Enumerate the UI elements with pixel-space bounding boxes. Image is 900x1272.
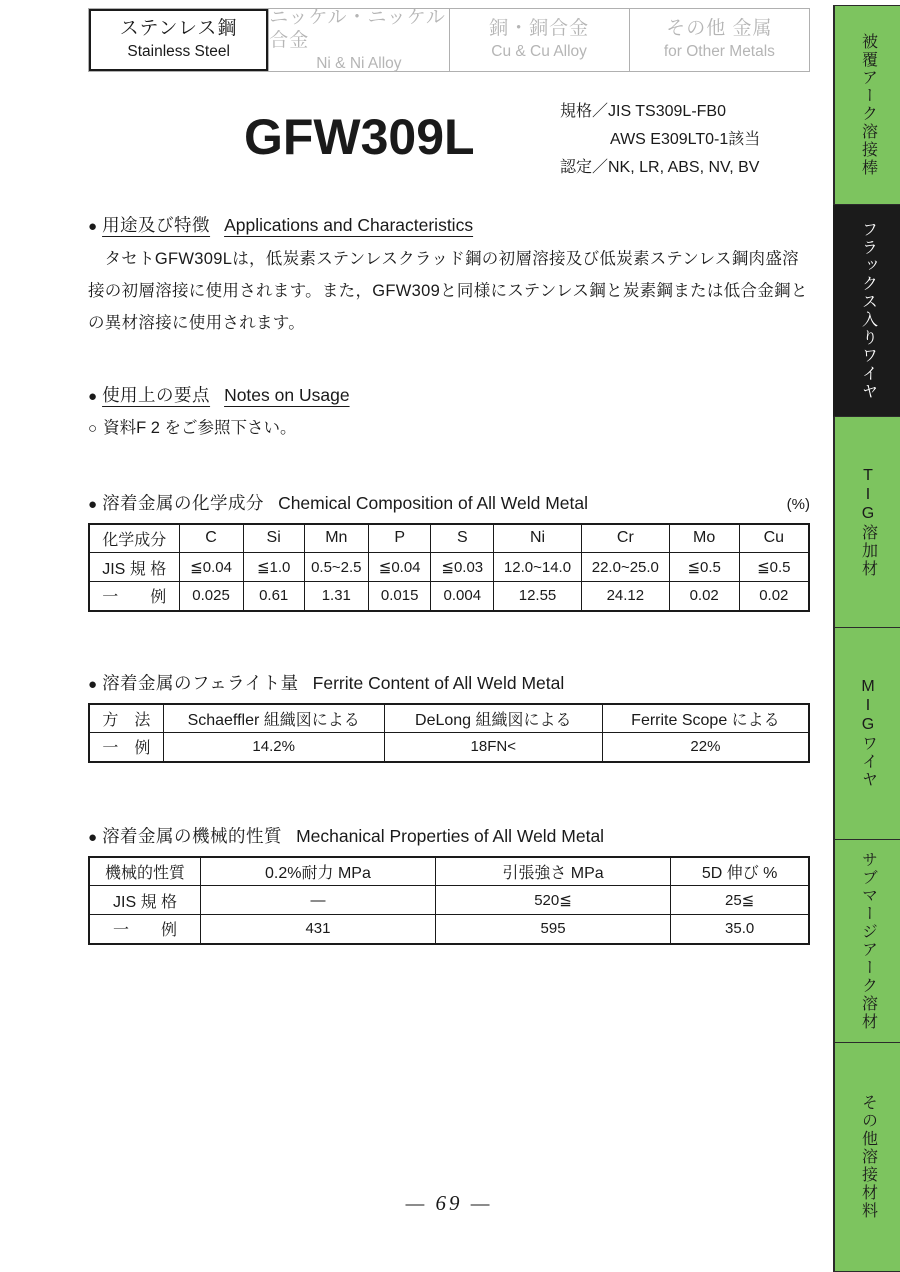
notes-item xyxy=(88,414,810,438)
table-cell: Mo xyxy=(669,524,739,553)
ferrite-content-table xyxy=(88,703,810,763)
thumb-index-sidebar xyxy=(833,5,900,1272)
table-cell: 12.0~14.0 xyxy=(494,553,582,582)
table-cell: 化学成分 xyxy=(89,524,179,553)
table-cell: 520≦ xyxy=(435,886,670,915)
sidebar-item-label: TIG溶加材 xyxy=(859,466,877,578)
table-row xyxy=(89,582,809,611)
table-cell: P xyxy=(368,524,431,553)
table-cell: 12.55 xyxy=(494,582,582,611)
table-cell: Si xyxy=(243,524,304,553)
table-cell: 0.025 xyxy=(179,582,243,611)
mechanical-title: 溶着金属の機械的性質 Mechanical Properties of All Weld Metal xyxy=(102,825,605,846)
table-cell: Ferrite Scope による xyxy=(602,704,809,733)
table-header-row xyxy=(89,704,809,733)
notes-title: 使用上の要点 Notes on Usage xyxy=(102,384,350,405)
table-cell: ≦0.5 xyxy=(739,553,809,582)
table-cell: S xyxy=(431,524,494,553)
tab-label-jp: ステンレス鋼 xyxy=(119,18,238,40)
sidebar-item-covered-arc-electrodes[interactable] xyxy=(833,5,900,205)
table-cell: 0.015 xyxy=(368,582,431,611)
product-specs xyxy=(560,98,810,188)
spec-approvals: 認定／NK, LR, ABS, NV, BV xyxy=(560,159,760,176)
sidebar-item-flux-cored-wire[interactable] xyxy=(833,205,900,417)
applications-heading xyxy=(88,212,810,237)
sidebar-item-label: MIGワイヤ xyxy=(859,678,877,789)
table-header-row xyxy=(89,857,809,886)
table-cell: 一 例 xyxy=(89,582,179,611)
table-row xyxy=(89,915,809,944)
table-cell: 595 xyxy=(435,915,670,944)
table-cell: 24.12 xyxy=(581,582,669,611)
sidebar-item-mig-wire[interactable] xyxy=(833,628,900,840)
page-number: — 69 — xyxy=(405,1191,493,1215)
table-cell: ≦0.03 xyxy=(431,553,494,582)
tab-ni-alloy[interactable] xyxy=(268,6,448,72)
sidebar-item-label: フラックス入りワイヤ xyxy=(859,220,877,401)
bullet-icon: ● xyxy=(88,828,98,846)
table-cell: 14.2% xyxy=(163,733,384,762)
table-cell: JIS 規 格 xyxy=(89,886,201,915)
table-cell: 方 法 xyxy=(89,704,163,733)
table-cell: 機械的性質 xyxy=(89,857,201,886)
table-cell: ≦0.04 xyxy=(179,553,243,582)
sidebar-item-label: 被覆アーク溶接棒 xyxy=(859,33,877,177)
tab-label-en: for Other Metals xyxy=(663,43,775,61)
tab-label-en: Ni & Ni Alloy xyxy=(316,54,402,72)
ferrite-title: 溶着金属のフェライト量 Ferrite Content of All Weld Metal xyxy=(102,672,565,693)
mechanical-heading xyxy=(88,823,810,848)
chemical-heading xyxy=(88,490,810,515)
tab-label-jp: ニッケル・ニッケル合金 xyxy=(269,6,446,51)
table-cell: 0.5~2.5 xyxy=(304,553,368,582)
tab-label-jp: その他 金属 xyxy=(666,18,773,40)
table-cell: 0.02 xyxy=(739,582,809,611)
table-cell: 5D 伸び % xyxy=(671,857,809,886)
page-content xyxy=(88,0,810,945)
applications-body: タセトGFW309Lは，低炭素ステンレスクラッド鋼の初層溶接及び低炭素ステンレス鋼肉盛溶接の初層溶接に使用されます。また，GFW309と同様にステンレス鋼と炭素鋼または低合金鋼との異材溶接に使用されます。 xyxy=(88,250,808,333)
table-cell: 一 例 xyxy=(89,915,201,944)
bullet-icon: ● xyxy=(88,387,98,405)
bullet-icon: ● xyxy=(88,675,98,693)
table-cell: 0.02 xyxy=(669,582,739,611)
circle-marker-icon: ○ xyxy=(88,419,98,437)
tab-stainless-steel[interactable] xyxy=(89,9,268,71)
table-row xyxy=(89,886,809,915)
product-name: GFW309L xyxy=(244,109,475,165)
tab-other-metals[interactable] xyxy=(629,9,809,71)
ferrite-heading xyxy=(88,670,810,695)
table-cell: 35.0 xyxy=(671,915,809,944)
mechanical-properties-table xyxy=(88,856,810,945)
tab-label-en: Stainless Steel xyxy=(127,43,230,61)
table-cell: DeLong 組織図による xyxy=(384,704,602,733)
chemical-unit: (%) xyxy=(786,495,810,513)
spec-aws: AWS E309LT0-1該当 xyxy=(610,131,761,148)
tab-label-en: Cu & Cu Alloy xyxy=(491,43,587,61)
table-cell: Cu xyxy=(739,524,809,553)
table-cell: Ni xyxy=(494,524,582,553)
sidebar-item-tig-filler[interactable] xyxy=(833,417,900,628)
tab-cu-alloy[interactable] xyxy=(449,9,629,71)
table-cell: ≦0.04 xyxy=(368,553,431,582)
table-cell: ― xyxy=(201,886,436,915)
table-row xyxy=(89,733,809,762)
table-cell: 22% xyxy=(602,733,809,762)
tab-label-jp: 銅・銅合金 xyxy=(489,18,590,40)
sidebar-item-label: その他溶接材料 xyxy=(859,1094,877,1220)
table-row xyxy=(89,553,809,582)
table-cell: 431 xyxy=(201,915,436,944)
table-cell: Mn xyxy=(304,524,368,553)
table-cell: JIS 規 格 xyxy=(89,553,179,582)
table-cell: 18FN< xyxy=(384,733,602,762)
table-cell: Schaeffler 組織図による xyxy=(163,704,384,733)
table-cell: 一 例 xyxy=(89,733,163,762)
table-cell: ≦0.5 xyxy=(669,553,739,582)
table-cell: 0.004 xyxy=(431,582,494,611)
bullet-icon: ● xyxy=(88,495,98,513)
table-cell: 25≦ xyxy=(671,886,809,915)
applications-title: 用途及び特徴 Applications and Characteristics xyxy=(102,215,474,235)
table-cell: 0.2%耐力 MPa xyxy=(201,857,436,886)
table-cell: Cr xyxy=(581,524,669,553)
chemical-composition-table xyxy=(88,523,810,612)
notes-heading xyxy=(88,382,810,407)
table-cell: C xyxy=(179,524,243,553)
table-cell: 0.61 xyxy=(243,582,304,611)
table-cell: 1.31 xyxy=(304,582,368,611)
notes-item-text: 資料F 2 をご参照下さい。 xyxy=(103,418,297,437)
sidebar-item-other-welding-materials[interactable] xyxy=(833,1043,900,1272)
chemical-title: 溶着金属の化学成分 Chemical Composition of All Weld Metal xyxy=(102,492,589,513)
table-cell: ≦1.0 xyxy=(243,553,304,582)
table-header-row xyxy=(89,524,809,553)
sidebar-item-label: サブマージアーク溶材 xyxy=(859,851,877,1031)
table-cell: 22.0~25.0 xyxy=(581,553,669,582)
spec-jis: 規格／JIS TS309L-FB0 xyxy=(560,103,726,120)
category-tabs xyxy=(88,8,810,72)
sidebar-item-submerged-arc[interactable] xyxy=(833,840,900,1043)
bullet-icon: ● xyxy=(88,218,98,235)
product-header xyxy=(88,96,810,188)
table-cell: 引張強さ MPa xyxy=(435,857,670,886)
